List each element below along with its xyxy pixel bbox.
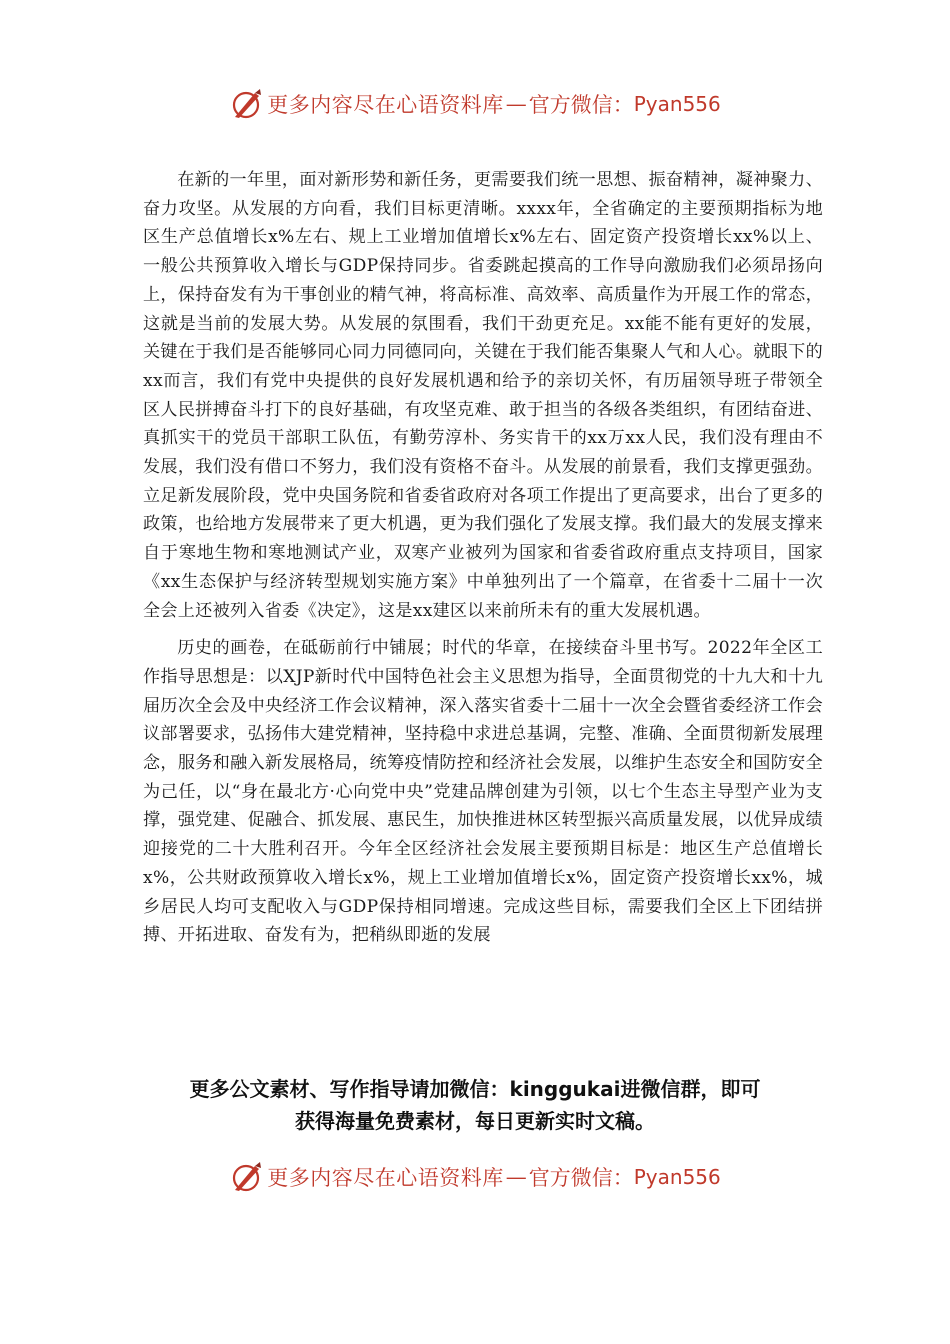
document-body — [143, 166, 823, 959]
paragraph: 在新的一年里，面对新形势和新任务，更需要我们统一思想、振奋精神，凝神聚力、奋力攻坚。从发展的方向看，我们目标更清晰。xxxx年，全省确定的主要预期指标为地区生产总值增长x%左右、规上工业增加值增长x%左右、固定资产投资增长xx%以上、一般公共预算收入增长与GDP保持同步。省委跳起摸高的工作导向激励我们必须昂扬向上，保持奋发有为干事创业的精气神，将高标准、高效率、高质量作为开展工作的常态，这就是当前的发展大势。从发展的氛围看，我们干劲更充足。xx能不能有更好的发展，关键在于我们是否能够同心同力同德同向，关键在于我们能否集聚人气和人心。就眼下的xx而言，我们有党中央提供的良好发展机遇和给予的亲切关怀，有历届领导班子带领全区人民拼搏奋斗打下的良好基础，有攻坚克难、敢于担当的各级各类组织，有团结奋进、真抓实干的党员干部职工队伍，有勤劳淳朴、务实肯干的xx万xx人民，我们没有理由不发展，我们没有借口不努力，我们没有资格不奋斗。从发展的前景看，我们支撑更强劲。立足新发展阶段，党中央国务院和省委省政府对各项工作提出了更高要求，出台了更多的政策，也给地方发展带来了更大机遇，更为我们强化了发展支撑。我们最大的发展支撑来自于寒地生物和寒地测试产业，双寒产业被列为国家和省委省政府重点支持项目，国家《xx生态保护与经济转型规划实施方案》中单独列出了一个篇章，在省委十二届十一次全会上还被列入省委《决定》，这是xx建区以来前所未有的重大发展机遇。 — [143, 170, 823, 621]
header-banner — [0, 84, 950, 124]
quill-pen-logo-icon — [229, 87, 263, 121]
banner-label: 官方微信： — [528, 1166, 634, 1190]
banner-title: 更多内容尽在心语资料库 — [267, 1166, 504, 1190]
banner-separator: — — [505, 1165, 527, 1189]
promo-line: 更多公文素材、写作指导请加微信：kinggukai进微信群，即可 — [189, 1077, 761, 1101]
promo-note — [120, 1073, 830, 1137]
quill-pen-logo-icon — [229, 1160, 263, 1194]
banner-wechat-id: Pyan556 — [633, 1165, 721, 1189]
paragraph: 历史的画卷，在砥砺前行中铺展；时代的华章，在接续奋斗里书写。2022年全区工作指导思想是：以XJP新时代中国特色社会主义思想为指导，全面贯彻党的十九大和十九届历次全会及中央经济工作会议精神，深入落实省委十二届十一次全会暨省委经济工作会议部署要求，弘扬伟大建党精神，坚持稳中求进总基调，完整、准确、全面贯彻新发展理念，服务和融入新发展格局，统筹疫情防控和经济社会发展，以维护生态安全和国防安全为己任，以“身在最北方·心向党中央”党建品牌创建为引领，以七个生态主导型产业为支撑，强党建、促融合、抓发展、惠民生，加快推进林区转型振兴高质量发展，以优异成绩迎接党的二十大胜利召开。今年全区经济社会发展主要预期目标是：地区生产总值增长x%，公共财政预算收入增长x%，规上工业增加值增长x%，固定资产投资增长xx%，城乡居民人均可支配收入与GDP保持相同增速。完成这些目标，需要我们全区上下团结拼搏、开拓进取、奋发有为，把稍纵即逝的发展 — [143, 638, 823, 946]
banner-title: 更多内容尽在心语资料库 — [267, 93, 504, 117]
banner-separator: — — [505, 92, 527, 116]
banner-wechat-id: Pyan556 — [633, 92, 721, 116]
promo-line: 获得海量免费素材，每日更新实时文稿。 — [295, 1109, 655, 1133]
banner-label: 官方微信： — [528, 93, 634, 117]
footer-banner — [0, 1157, 950, 1197]
